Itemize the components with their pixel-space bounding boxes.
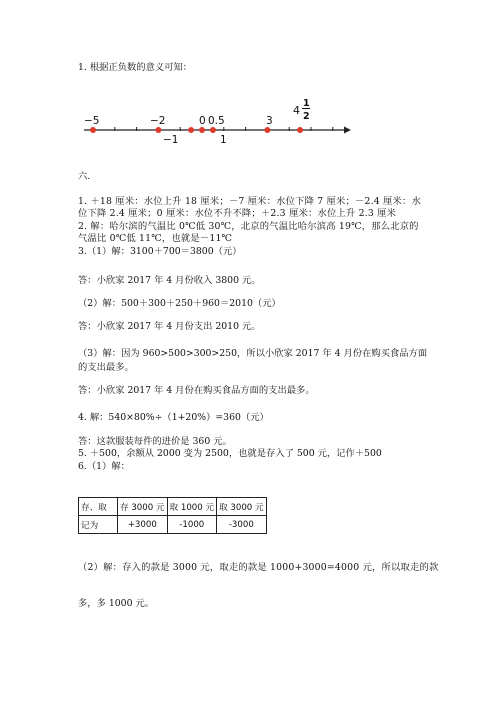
label-1: 1: [220, 134, 227, 146]
label-3: 3: [266, 115, 273, 127]
table-row: [79, 516, 267, 534]
answer-2-line-2: 气温比 0℃低 11℃，也就是－11℃: [78, 233, 233, 244]
label-0-5: 0.5: [208, 115, 225, 127]
deposit-withdraw-table: [78, 497, 267, 534]
answer-3-2: （2）解：500＋300＋250＋960＝2010（元）: [78, 298, 281, 309]
answer-5: 5. ＋500，余额从 2000 变为 2500，也就是存入了 500 元，记作＋500: [78, 448, 382, 459]
label-fraction-numerator: 1: [303, 98, 310, 109]
answer-6-2-line-1: （2）解：存入的款是 3000 元，取走的款是 1000+3000=4000 元，所以取走的款: [78, 562, 439, 573]
label-neg1: −1: [163, 134, 179, 146]
number-line-point: [199, 127, 205, 133]
answer-4: 4. 解：540×80%÷（1+20%）=360（元）: [78, 412, 269, 423]
label-neg5: −5: [84, 115, 100, 127]
table-cell: 取 1000 元: [167, 498, 217, 516]
answer-3-2-conclusion: 答：小欣家 2017 年 4 月份支出 2010 元。: [78, 321, 261, 332]
number-line-point: [297, 127, 303, 133]
label-fraction-denominator: 2: [303, 111, 310, 122]
section-heading: 六.: [78, 171, 91, 182]
answer-3-3-line-2: 的支出最多。: [78, 362, 134, 373]
number-line: [78, 95, 358, 150]
answer-1-line-1: 1. ＋18 厘米：水位上升 18 厘米；－7 厘米：水位下降 7 厘米；－2.4 厘米：水: [78, 196, 422, 207]
table-cell: 存 3000 元: [118, 498, 168, 516]
intro-line: 1. 根据正负数的意义可知：: [78, 62, 193, 73]
number-line-point: [188, 127, 194, 133]
answer-6-2-line-2: 多，多 1000 元。: [78, 598, 155, 609]
table-cell: +3000: [118, 516, 168, 534]
answer-1-line-2: 位下降 2.4 厘米；0 厘米：水位不升不降；＋2.3 厘米：水位上升 2.3 厘米: [78, 208, 397, 219]
arrowhead-icon: [344, 127, 351, 134]
answer-2-line-1: 2. 解：哈尔滨的气温比 0℃低 30℃，北京的气温比哈尔滨高 19℃，那么北京的: [78, 221, 419, 232]
label-4-whole: 4: [293, 104, 300, 117]
answer-3-3-conclusion: 答：小欣家 2017 年 4 月份在购买食品方面的支出最多。: [78, 385, 315, 396]
table-cell: 取 3000 元: [217, 498, 267, 516]
answer-3-3-line-1: （3）解：因为 960>500>300>250，所以小欣家 2017 年 4 月份在购买食品方面: [78, 348, 428, 359]
table-cell: 记为: [79, 516, 118, 534]
table-cell: 存、取: [79, 498, 118, 516]
label-0: 0: [199, 115, 206, 127]
number-line-point: [90, 127, 96, 133]
number-line-point: [264, 127, 270, 133]
answer-3-1: 3.（1）解：3100＋700＝3800（元）: [78, 246, 242, 257]
table-cell: -1000: [167, 516, 217, 534]
answer-6-1: 6.（1）解：: [78, 461, 130, 472]
number-line-point: [210, 127, 216, 133]
answer-4-conclusion: 答：这款服装每件的进价是 360 元。: [78, 436, 232, 447]
table-row: [79, 498, 267, 516]
table-cell: -3000: [217, 516, 267, 534]
label-neg2: −2: [150, 115, 166, 127]
number-line-point: [155, 127, 161, 133]
answer-3-1-conclusion: 答：小欣家 2017 年 4 月份收入 3800 元。: [78, 275, 261, 286]
